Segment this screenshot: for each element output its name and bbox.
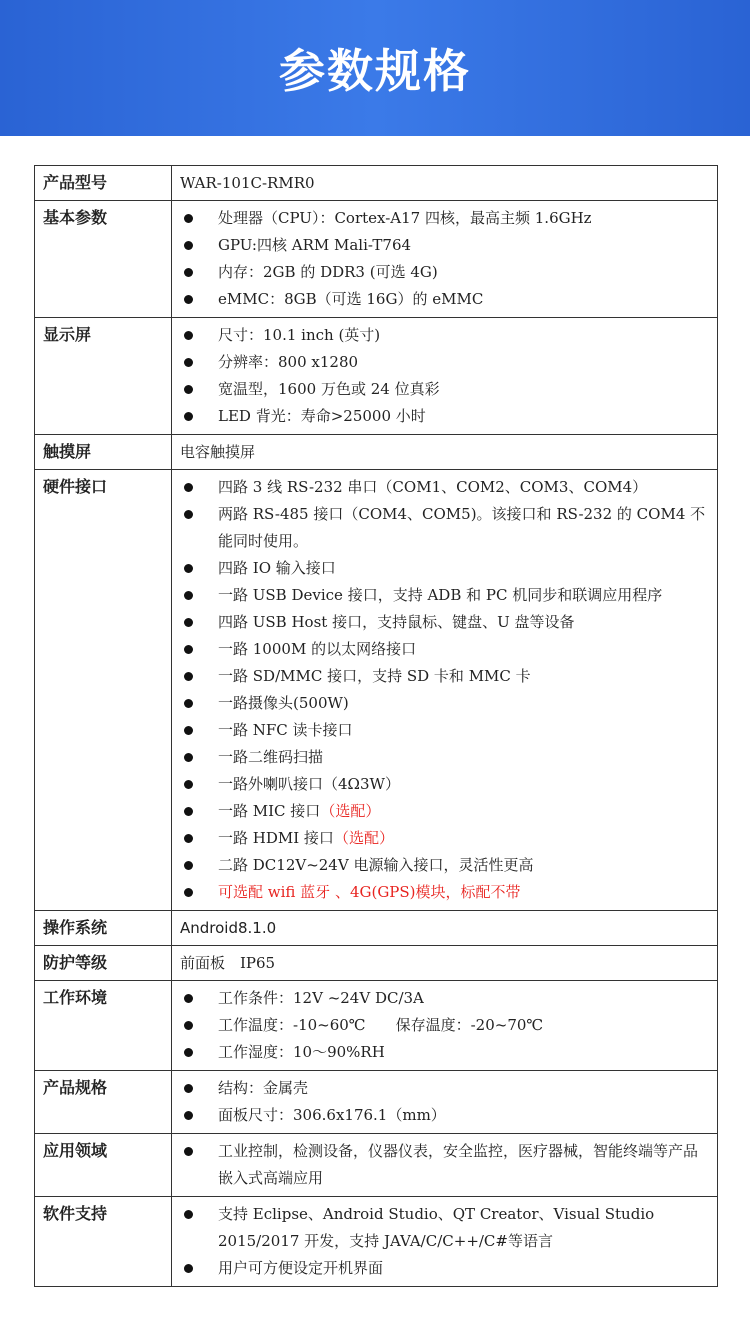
list-item-optional: 可选配 wifi 蓝牙 、4G(GPS)模块，标配不带 [180, 879, 711, 906]
spec-key: 产品规格 [35, 1071, 172, 1134]
list-item: GPU:四核 ARM Mali-T764 [180, 232, 711, 259]
list-item: 工作温度：-10~60℃ 保存温度：-20~70℃ [180, 1012, 711, 1039]
list-item [180, 798, 711, 825]
spec-row-spec [35, 1071, 718, 1134]
list-item: 工作条件：12V ~24V DC/3A [180, 985, 711, 1012]
list-item: 面板尺寸：306.6x176.1（mm） [180, 1102, 711, 1129]
spec-value [172, 1134, 718, 1197]
spec-value: WAR-101C-RMR0 [172, 166, 718, 201]
spec-row-protection [35, 946, 718, 981]
list-item [180, 825, 711, 852]
spec-value [172, 470, 718, 911]
list-item: 宽温型，1600 万色或 24 位真彩 [180, 376, 711, 403]
optional-note: （选配） [333, 829, 394, 847]
spec-row-model [35, 166, 718, 201]
spec-value [172, 981, 718, 1071]
list-item: 工业控制，检测设备，仪器仪表，安全监控，医疗器械，智能终端等产品嵌入式高端应用 [180, 1138, 711, 1192]
spec-value: 电容触摸屏 [172, 435, 718, 470]
list-item: 用户可方便设定开机界面 [180, 1255, 711, 1282]
spec-key: 产品型号 [35, 166, 172, 201]
list-item: 分辨率：800 x1280 [180, 349, 711, 376]
spec-key: 操作系统 [35, 911, 172, 946]
spec-key: 触摸屏 [35, 435, 172, 470]
list-item: LED 背光：寿命>25000 小时 [180, 403, 711, 430]
spec-value [172, 1071, 718, 1134]
spec-row-basic [35, 201, 718, 318]
spec-key: 基本参数 [35, 201, 172, 318]
list-item: 一路 NFC 读卡接口 [180, 717, 711, 744]
list-item: 内存：2GB 的 DDR3 (可选 4G) [180, 259, 711, 286]
list-item: 四路 USB Host 接口，支持鼠标、键盘、U 盘等设备 [180, 609, 711, 636]
list-item-text: 一路 MIC 接口 [218, 802, 321, 820]
list-item: 两路 RS-485 接口（COM4、COM5)。该接口和 RS-232 的 COM4 不能同时使用。 [180, 501, 711, 555]
spec-row-touch [35, 435, 718, 470]
spec-row-environment [35, 981, 718, 1071]
list-item: 一路摄像头(500W) [180, 690, 711, 717]
list-item: 结构：金属壳 [180, 1075, 711, 1102]
spec-key: 防护等级 [35, 946, 172, 981]
list-item: 四路 3 线 RS-232 串口（COM1、COM2、COM3、COM4） [180, 474, 711, 501]
spec-key: 硬件接口 [35, 470, 172, 911]
spec-value: 前面板 IP65 [172, 946, 718, 981]
spec-row-hardware [35, 470, 718, 911]
spec-row-software [35, 1197, 718, 1287]
list-item: 处理器（CPU）：Cortex-A17 四核，最高主频 1.6GHz [180, 205, 711, 232]
list-item: 一路 1000M 的以太网络接口 [180, 636, 711, 663]
list-item: 二路 DC12V~24V 电源输入接口，灵活性更高 [180, 852, 711, 879]
spec-key: 工作环境 [35, 981, 172, 1071]
list-item: 一路 USB Device 接口，支持 ADB 和 PC 机同步和联调应用程序 [180, 582, 711, 609]
list-item: 支持 Eclipse、Android Studio、QT Creator、Visual Studio 2015/2017 开发，支持 JAVA/C/C++/C#等语言 [180, 1201, 711, 1255]
spec-row-application [35, 1134, 718, 1197]
spec-value [172, 318, 718, 435]
spec-key: 软件支持 [35, 1197, 172, 1287]
list-item: 一路 SD/MMC 接口，支持 SD 卡和 MMC 卡 [180, 663, 711, 690]
list-item: 一路二维码扫描 [180, 744, 711, 771]
page-title: 参数规格 [279, 44, 471, 98]
spec-key: 应用领域 [35, 1134, 172, 1197]
list-item: 尺寸：10.1 inch (英寸) [180, 322, 711, 349]
spec-value [172, 1197, 718, 1287]
spec-value: Android8.1.0 [172, 911, 718, 946]
header-banner [0, 0, 750, 136]
spec-key: 显示屏 [35, 318, 172, 435]
list-item: 四路 IO 输入接口 [180, 555, 711, 582]
list-item: 一路外喇叭接口（4Ω3W） [180, 771, 711, 798]
optional-note: （选配） [320, 802, 381, 820]
spec-row-os [35, 911, 718, 946]
spec-value [172, 201, 718, 318]
list-item: 工作湿度：10～90%RH [180, 1039, 711, 1066]
list-item-text: 一路 HDMI 接口 [218, 829, 334, 847]
spec-table [34, 165, 718, 1287]
list-item: eMMC：8GB（可选 16G）的 eMMC [180, 286, 711, 313]
spec-row-display [35, 318, 718, 435]
